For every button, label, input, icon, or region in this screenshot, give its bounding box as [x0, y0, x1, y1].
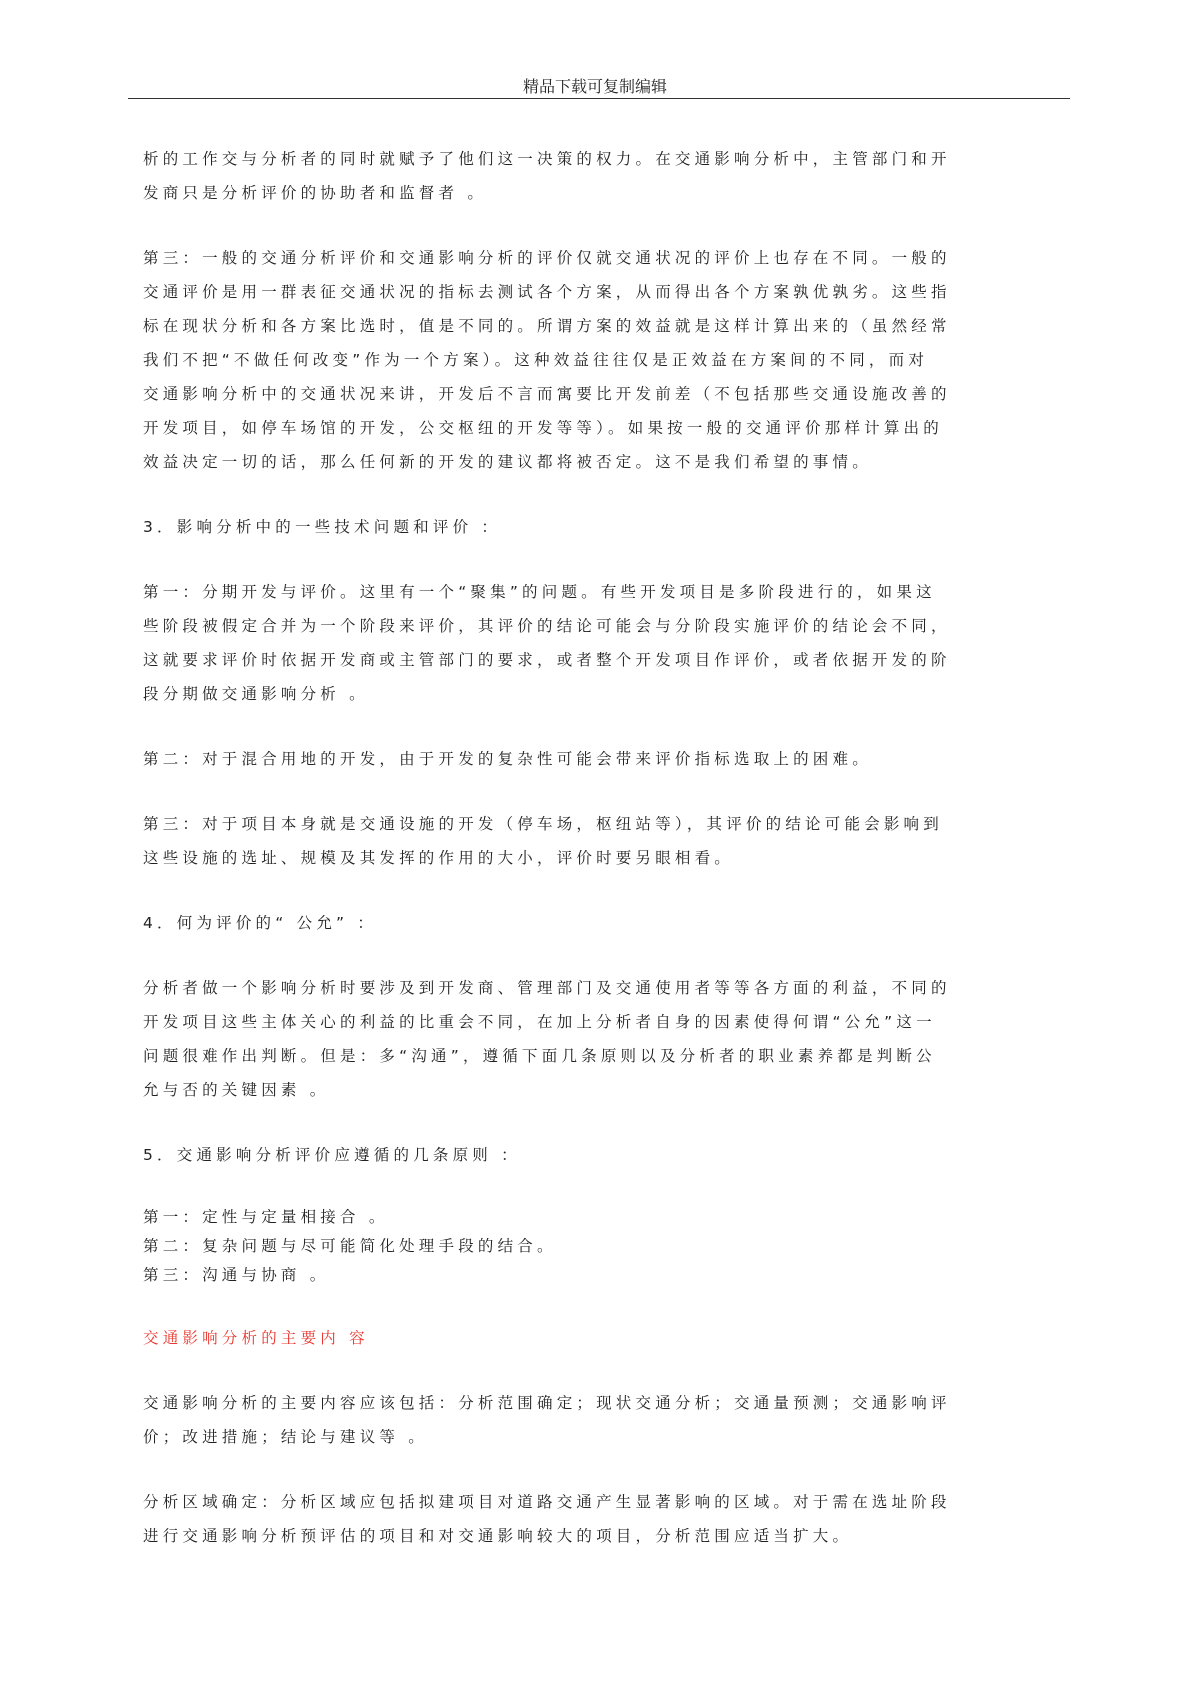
text-line: 第三：对于项目本身就是交通设施的开发（停车场，枢纽站等），其评价的结论可能会影响到	[143, 815, 943, 833]
text-line: 第三：一般的交通分析评价和交通影响分析的评价仅就交通状况的评价上也存在不同。一般的	[143, 249, 951, 267]
text-line: 开发项目，如停车场馆的开发，公交枢纽的开发等等）。如果按一般的交通评价那样计算出的	[143, 419, 943, 437]
paragraph	[143, 742, 1055, 776]
text-line: 交通影响分析的主要内 容	[143, 1329, 369, 1347]
text-line: 交通影响分析的主要内容应该包括：分析范围确定；现状交通分析；交通量预测；交通影响评	[143, 1394, 951, 1412]
paragraph	[143, 1203, 1055, 1290]
text-line: 析的工作交与分析者的同时就赋予了他们这一决策的权力。在交通影响分析中，主管部门和开	[143, 150, 951, 168]
text-line: 标在现状分析和各方案比选时，值是不同的。所谓方案的效益就是这样计算出来的（虽然经常	[143, 317, 951, 335]
text-line: 问题很难作出判断。但是：多“沟通”，遵循下面几条原则以及分析者的职业素养都是判断公	[143, 1047, 936, 1065]
paragraph	[143, 1485, 1055, 1553]
paragraph	[143, 142, 1055, 210]
text-line: 允与否的关键因素 。	[143, 1081, 330, 1099]
section-heading	[143, 1321, 1055, 1355]
text-line: 分析者做一个影响分析时要涉及到开发商、管理部门及交通使用者等等各方面的利益，不同的	[143, 979, 951, 997]
text-line: 分析区域确定：分析区域应包括拟建项目对道路交通产生显著影响的区域。对于需在选址阶段	[143, 1493, 951, 1511]
text-line: 交通影响分析中的交通状况来讲，开发后不言而寓要比开发前差（不包括那些交通设施改善的	[143, 385, 951, 403]
text-line: 这就要求评价时依据开发商或主管部门的要求，或者整个开发项目作评价，或者依据开发的阶	[143, 651, 951, 669]
text-line: 开发项目这些主体关心的利益的比重会不同，在加上分析者自身的因素使得何谓“公允”这一	[143, 1013, 936, 1031]
text-line: 第一：定性与定量相接合 。	[143, 1208, 389, 1226]
text-line: 第一：分期开发与评价。这里有一个“聚集”的问题。有些开发项目是多阶段进行的，如果这	[143, 583, 936, 601]
text-line: 第二：对于混合用地的开发，由于开发的复杂性可能会带来评价指标选取上的困难。	[143, 750, 872, 768]
text-line: 3．影响分析中的一些技术问题和评价 ：	[143, 518, 502, 536]
text-line: 进行交通影响分析预评估的项目和对交通影响较大的项目，分析范围应适当扩大。	[143, 1527, 853, 1545]
paragraph	[143, 241, 1055, 479]
paragraph	[143, 575, 1055, 711]
text-line: 价；改进措施；结论与建议等 。	[143, 1428, 428, 1446]
text-line: 段分期做交通影响分析 。	[143, 685, 369, 703]
header-divider	[128, 98, 1070, 99]
text-line: 效益决定一切的话，那么任何新的开发的建议都将被否定。这不是我们希望的事情。	[143, 453, 872, 471]
text-line: 第三：沟通与协商 。	[143, 1266, 330, 1284]
text-line: 4．何为评价的“ 公允” ：	[143, 914, 378, 932]
text-line: 我们不把“不做任何改变”作为一个方案）。这种效益往往仅是正效益在方案间的不同，而对	[143, 351, 929, 369]
paragraph	[143, 1138, 1055, 1172]
text-line: 5．交通影响分析评价应遵循的几条原则 ：	[143, 1146, 521, 1164]
paragraph	[143, 971, 1055, 1107]
document-body	[143, 142, 1055, 1584]
text-line: 第二：复杂问题与尽可能简化处理手段的结合。	[143, 1237, 557, 1255]
paragraph	[143, 807, 1055, 875]
text-line: 这些设施的选址、规模及其发挥的作用的大小，评价时要另眼相看。	[143, 849, 735, 867]
text-line: 些阶段被假定合并为一个阶段来评价，其评价的结论可能会与分阶段实施评价的结论会不同，	[143, 617, 951, 635]
paragraph	[143, 510, 1055, 544]
paragraph	[143, 906, 1055, 940]
page-header-title: 精品下载可复制编辑	[522, 77, 667, 96]
text-line: 发商只是分析评价的协助者和监督者 。	[143, 184, 488, 202]
text-line: 交通评价是用一群表征交通状况的指标去测试各个方案，从而得出各个方案孰优孰劣。这些指	[143, 283, 951, 301]
paragraph	[143, 1386, 1055, 1454]
